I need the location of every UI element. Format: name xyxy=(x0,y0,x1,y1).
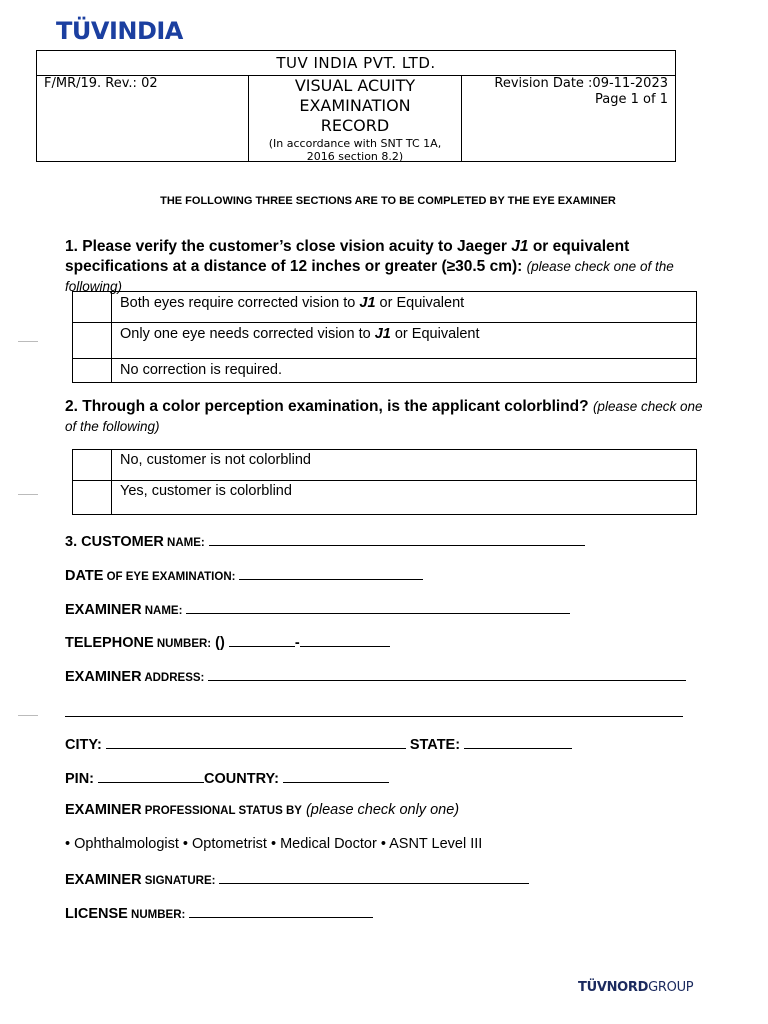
telephone-field: TELEPHONE NUMBER: () - xyxy=(65,633,390,651)
q1-option-1-checkbox[interactable] xyxy=(73,292,112,322)
revision-date: Revision Date :09-11-2023 xyxy=(494,76,668,91)
customer-name-field: 3. CUSTOMER NAME: xyxy=(65,532,585,550)
signature-input-line[interactable] xyxy=(219,870,529,884)
examiner-address-input-line[interactable] xyxy=(208,667,686,681)
form-number-cell xyxy=(37,76,249,162)
examiner-name-field: EXAMINER NAME: xyxy=(65,600,570,618)
question-1-hint: (please check one of the following) xyxy=(65,259,674,294)
examiner-address-line-2 xyxy=(65,703,683,721)
standard-note-line-2: 2016 section 8.2) xyxy=(306,150,404,163)
page-number: Page 1 of 1 xyxy=(595,92,668,107)
logo-part-india: INDIA xyxy=(108,17,183,45)
examiner-name-input-line[interactable] xyxy=(186,600,570,614)
exam-date-field: DATE OF EYE EXAMINATION: xyxy=(65,566,423,584)
telephone-area-input-line[interactable] xyxy=(229,633,295,647)
footer-logo-part-2: GROUP xyxy=(648,980,694,995)
tuv-nord-group-logo xyxy=(578,980,693,995)
question-2-hint: (please check one of the following) xyxy=(65,399,703,434)
margin-mark xyxy=(18,715,38,716)
sections-instruction: THE FOLLOWING THREE SECTIONS ARE TO BE COMPLETED BY THE EYE EXAMINER xyxy=(160,195,616,207)
q1-option-row xyxy=(73,358,696,382)
pin-input-line[interactable] xyxy=(98,769,204,783)
logo-part-tuv: TÜV xyxy=(56,17,109,45)
form-number: F/MR/19. Rev.: 02 xyxy=(44,76,158,91)
tuv-india-logo xyxy=(56,17,183,45)
examiner-address-input-line-2[interactable] xyxy=(65,703,683,717)
profession-options-text: • Ophthalmologist • Optometrist • Medical Doctor • ASNT Level III xyxy=(65,836,483,852)
q1-option-3-checkbox[interactable] xyxy=(73,359,112,382)
footer-logo-part-1: TÜVNORD xyxy=(578,980,649,995)
q2-option-1-label: No, customer is not colorblind xyxy=(120,452,311,468)
professional-status-field: EXAMINER PROFESSIONAL STATUS BY (please check only one) xyxy=(65,802,460,818)
title-line-2: EXAMINATION xyxy=(299,96,411,115)
license-number-field: LICENSE NUMBER: xyxy=(65,904,373,922)
question-1-options xyxy=(72,291,697,383)
q1-option-1-label: Both eyes require corrected vision to J1 or Equivalent xyxy=(120,295,465,311)
q2-option-2-label: Yes, customer is colorblind xyxy=(120,483,292,499)
question-1-text-a: 1. Please verify the customer’s close vision acuity to Jaeger xyxy=(65,238,512,255)
question-1-j1: J1 xyxy=(511,238,529,255)
question-2 xyxy=(65,397,715,437)
document-header-table xyxy=(36,50,676,162)
question-1 xyxy=(65,237,715,297)
question-2-text: 2. Through a color perception examination, is the applicant colorblind? xyxy=(65,398,593,415)
company-name: TUV INDIA PVT. LTD. xyxy=(37,51,675,76)
q1-option-3-label: No correction is required. xyxy=(120,362,282,378)
city-state-field: CITY: STATE: xyxy=(65,735,572,753)
q1-option-row xyxy=(73,292,696,322)
examiner-signature-field: EXAMINER SIGNATURE: xyxy=(65,870,529,888)
profession-options xyxy=(65,836,482,852)
q1-option-row xyxy=(73,322,696,358)
title-line-3: RECORD xyxy=(320,116,390,135)
pin-country-field: PIN: COUNTRY: xyxy=(65,769,389,787)
q2-option-2-checkbox[interactable] xyxy=(73,481,112,514)
q2-option-row xyxy=(73,480,696,514)
state-input-line[interactable] xyxy=(464,735,572,749)
question-1-text-b: or equivalent specifications at a distance of 12 inches or greater (≥30.5 cm): xyxy=(65,238,630,275)
city-input-line[interactable] xyxy=(106,735,406,749)
q1-option-2-label: Only one eye needs corrected vision to J1 or Equivalent xyxy=(120,326,480,342)
customer-name-input-line[interactable] xyxy=(209,532,585,546)
margin-mark xyxy=(18,341,38,342)
q1-option-2-checkbox[interactable] xyxy=(73,323,112,358)
revision-cell xyxy=(462,76,676,162)
question-2-options xyxy=(72,449,697,515)
margin-mark xyxy=(18,494,38,495)
title-line-1: VISUAL ACUITY xyxy=(294,76,416,95)
examiner-address-field: EXAMINER ADDRESS: xyxy=(65,667,686,685)
document-title-cell xyxy=(249,76,462,162)
exam-date-input-line[interactable] xyxy=(239,566,423,580)
country-input-line[interactable] xyxy=(283,769,389,783)
standard-note-line-1: (In accordance with SNT TC 1A, xyxy=(268,137,442,150)
license-number-input-line[interactable] xyxy=(189,904,373,918)
q2-option-row xyxy=(73,450,696,480)
telephone-number-input-line[interactable] xyxy=(300,633,390,647)
q2-option-1-checkbox[interactable] xyxy=(73,450,112,480)
